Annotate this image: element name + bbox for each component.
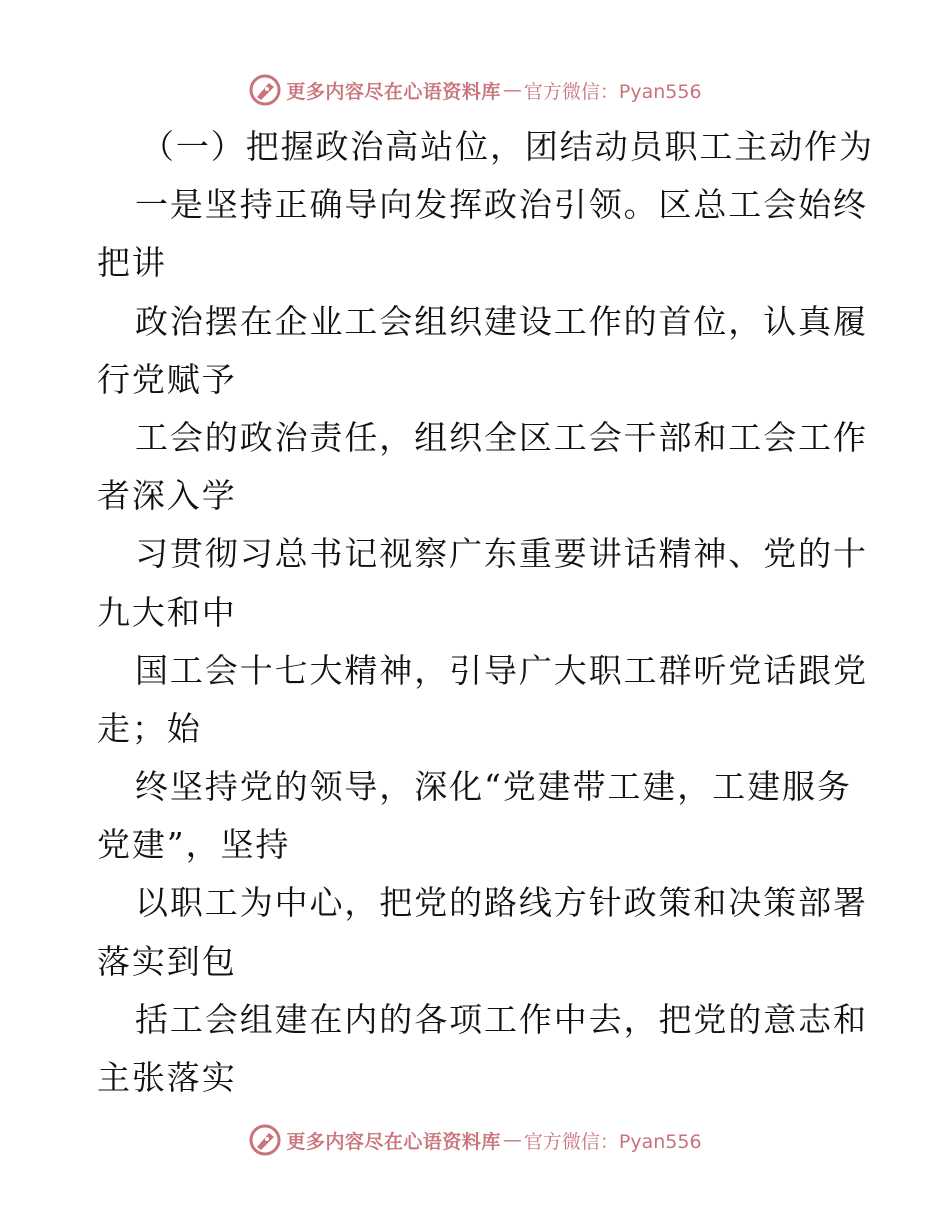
paragraph-line: 政治摆在企业工会组织建设工作的首位，认真履 bbox=[135, 301, 868, 341]
paragraph-line: 终坚持党的领导，深化“党建带工建，工建服务 bbox=[135, 767, 852, 807]
paragraph-line: 走；始 bbox=[97, 708, 202, 748]
watermark-separator: — bbox=[502, 1129, 522, 1151]
paragraph-line: 括工会组建在内的各项工作中去，把党的意志和 bbox=[135, 999, 868, 1039]
watermark-wechat: 官方微信：Pyan556 bbox=[523, 80, 702, 103]
document-body bbox=[97, 118, 874, 1107]
paragraph-line: 九大和中 bbox=[97, 592, 237, 632]
paragraph-line: 落实到包 bbox=[97, 941, 237, 981]
paragraph-line: 党建”，坚持 bbox=[97, 825, 291, 865]
paragraph-line: 行党赋予 bbox=[97, 359, 237, 399]
paragraph-line: 习贯彻习总书记视察广东重要讲话精神、党的十 bbox=[135, 534, 868, 574]
paragraph-line: 以职工为中心，把党的路线方针政策和决策部署 bbox=[135, 883, 868, 923]
watermark-wechat: 官方微信：Pyan556 bbox=[523, 1130, 702, 1153]
watermark-site: 更多内容尽在心语资料库 bbox=[286, 80, 501, 103]
paragraph-line: 工会的政治责任，组织全区工会干部和工会工作 bbox=[135, 417, 868, 457]
paragraph-line: 主张落实 bbox=[97, 1058, 237, 1097]
section-heading: （一）把握政治高站位，团结动员职工主动作为 bbox=[141, 127, 874, 166]
paragraph-line: 国工会十七大精神，引导广大职工群听党话跟党 bbox=[135, 650, 868, 690]
watermark-separator: — bbox=[502, 79, 522, 101]
paragraph-line: 一是坚持正确导向发挥政治引领。区总工会始终 bbox=[135, 185, 868, 225]
watermark-site: 更多内容尽在心语资料库 bbox=[286, 1130, 501, 1153]
footer-watermark bbox=[0, 1120, 950, 1160]
header-watermark bbox=[0, 70, 950, 110]
paragraph-line: 者深入学 bbox=[97, 476, 237, 516]
paragraph-line: 把讲 bbox=[97, 243, 167, 283]
pen-nib-logo-icon bbox=[248, 1123, 282, 1157]
pen-nib-logo-icon bbox=[248, 73, 282, 107]
